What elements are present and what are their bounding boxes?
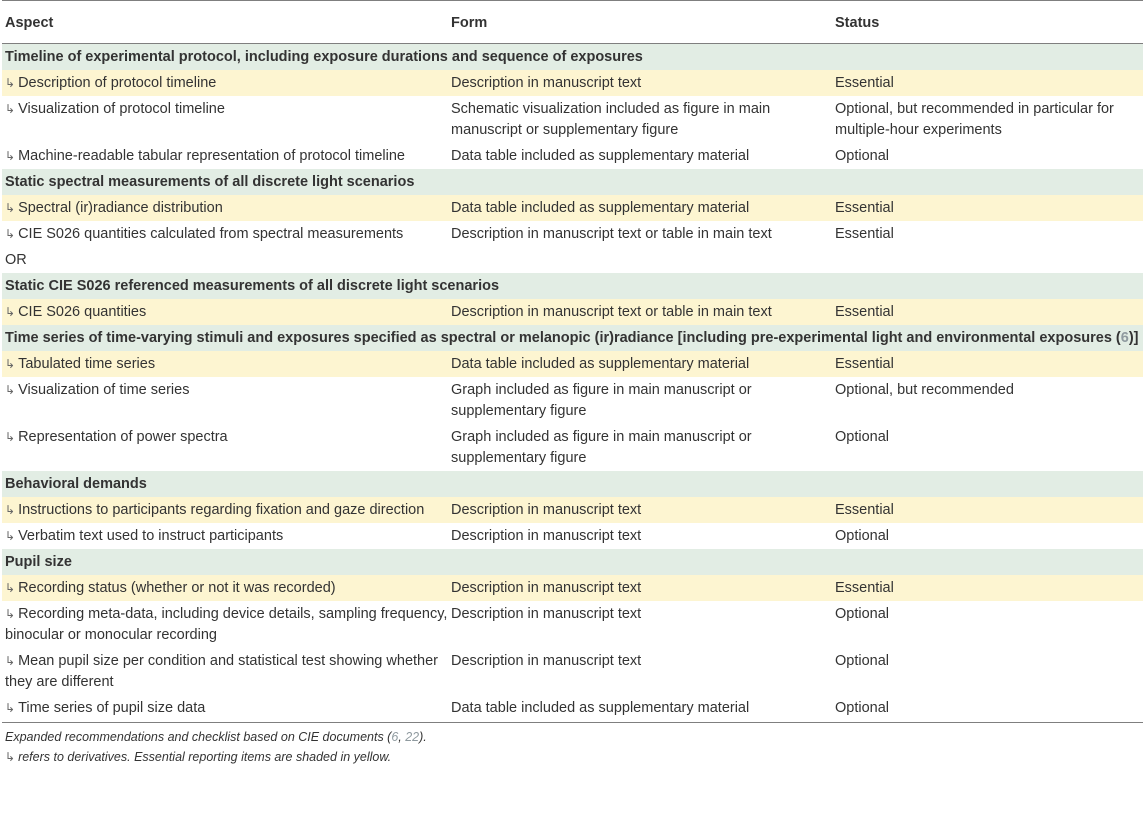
form-cell: Schematic visualization included as figure in main manuscript or supplementary figure	[448, 96, 832, 143]
section-title: Static CIE S026 referenced measurements of all discrete light scenarios	[2, 273, 1143, 299]
table-row	[2, 351, 1143, 377]
form-cell: Graph included as figure in main manuscript or supplementary figure	[448, 377, 832, 424]
derivative-arrow-icon: ↳	[5, 357, 16, 371]
derivative-arrow-icon: ↳	[5, 305, 16, 319]
derivative-arrow-icon: ↳	[5, 201, 16, 215]
form-cell: Data table included as supplementary material	[448, 695, 832, 723]
aspect-cell	[2, 299, 448, 325]
footnote-text: Expanded recommendations and checklist based on CIE documents (	[5, 730, 392, 744]
derivative-arrow-icon: ↳	[5, 383, 16, 397]
aspect-cell	[2, 221, 448, 247]
aspect-cell	[2, 523, 448, 549]
form-cell: Data table included as supplementary material	[448, 143, 832, 169]
derivative-arrow-icon: ↳	[5, 503, 16, 517]
aspect-text: Description of protocol timeline	[18, 75, 217, 91]
aspect-cell	[2, 695, 448, 723]
status-cell: Optional	[832, 424, 1143, 471]
header-form: Form	[448, 1, 832, 44]
aspect-cell	[2, 424, 448, 471]
aspect-text: CIE S026 quantities	[18, 304, 147, 320]
form-cell: Description in manuscript text or table in main text	[448, 299, 832, 325]
section-row	[2, 549, 1143, 575]
aspect-text: Mean pupil size per condition and statistical test showing whether they are different	[5, 653, 438, 690]
derivative-arrow-icon: ↳	[5, 227, 16, 241]
status-cell: Optional	[832, 648, 1143, 695]
aspect-cell	[2, 351, 448, 377]
derivative-arrow-icon: ↳	[5, 149, 16, 163]
status-cell: Optional	[832, 695, 1143, 723]
aspect-cell	[2, 648, 448, 695]
footnote-legend	[5, 747, 1143, 767]
aspect-cell	[2, 575, 448, 601]
aspect-cell	[2, 195, 448, 221]
aspect-cell	[2, 70, 448, 96]
section-row	[2, 273, 1143, 299]
table-row	[2, 424, 1143, 471]
status-cell: Essential	[832, 221, 1143, 247]
form-cell: Description in manuscript text	[448, 601, 832, 648]
status-cell: Optional, but recommended in particular for multiple-hour experiments	[832, 96, 1143, 143]
derivative-arrow-icon: ↳	[5, 750, 16, 764]
section-title: Static spectral measurements of all discrete light scenarios	[2, 169, 1143, 195]
derivative-arrow-icon: ↳	[5, 581, 16, 595]
section-title-text: Time series of time-varying stimuli and exposures specified as spectral or melanopic (ir)radiance [including pre-experimental light and environmental exposures (	[5, 330, 1121, 346]
aspect-cell	[2, 96, 448, 143]
table-row	[2, 70, 1143, 96]
table-footnotes	[2, 727, 1143, 767]
footnote-text-end: ).	[419, 730, 427, 744]
section-row	[2, 471, 1143, 497]
section-row	[2, 169, 1143, 195]
reporting-checklist-table	[2, 0, 1143, 723]
derivative-arrow-icon: ↳	[5, 654, 16, 668]
form-cell: Graph included as figure in main manuscript or supplementary figure	[448, 424, 832, 471]
form-cell: Description in manuscript text	[448, 497, 832, 523]
status-cell: Essential	[832, 70, 1143, 96]
form-cell: Data table included as supplementary material	[448, 351, 832, 377]
aspect-text: Visualization of protocol timeline	[18, 101, 225, 117]
derivative-arrow-icon: ↳	[5, 701, 16, 715]
form-cell: Description in manuscript text	[448, 648, 832, 695]
or-row	[2, 247, 1143, 273]
aspect-cell	[2, 497, 448, 523]
section-title: Pupil size	[2, 549, 1143, 575]
aspect-text: Verbatim text used to instruct participants	[18, 528, 284, 544]
table-row	[2, 523, 1143, 549]
derivative-arrow-icon: ↳	[5, 430, 16, 444]
table-row	[2, 377, 1143, 424]
aspect-text: Representation of power spectra	[18, 429, 228, 445]
table-row	[2, 195, 1143, 221]
aspect-text: Tabulated time series	[18, 356, 156, 372]
status-cell: Essential	[832, 299, 1143, 325]
footnote-sep: ,	[398, 730, 406, 744]
table-row	[2, 497, 1143, 523]
section-title-text-end: )]	[1128, 330, 1139, 346]
status-cell: Optional	[832, 601, 1143, 648]
status-cell: Optional, but recommended	[832, 377, 1143, 424]
footnote-source	[5, 727, 1143, 747]
header-status: Status	[832, 1, 1143, 44]
section-title	[2, 325, 1143, 351]
aspect-cell	[2, 601, 448, 648]
aspect-text: Recording meta-data, including device details, sampling frequency, binocular or monocular recording	[5, 606, 448, 643]
citation-link[interactable]: 6	[391, 730, 399, 744]
form-cell: Description in manuscript text	[448, 523, 832, 549]
table-container	[2, 0, 1143, 767]
aspect-text: CIE S026 quantities calculated from spectral measurements	[18, 226, 404, 242]
status-cell: Essential	[832, 195, 1143, 221]
section-row	[2, 325, 1143, 351]
citation-link[interactable]: 22	[405, 730, 420, 744]
footnote-legend-text: refers to derivatives. Essential reporting items are shaded in yellow.	[18, 750, 392, 764]
table-row	[2, 648, 1143, 695]
table-row	[2, 96, 1143, 143]
status-cell: Optional	[832, 523, 1143, 549]
aspect-text: Machine-readable tabular representation of protocol timeline	[18, 148, 405, 164]
derivative-arrow-icon: ↳	[5, 76, 16, 90]
section-row	[2, 44, 1143, 71]
aspect-text: Instructions to participants regarding fixation and gaze direction	[18, 502, 425, 518]
section-title: Timeline of experimental protocol, including exposure durations and sequence of exposures	[2, 44, 1143, 71]
table-row	[2, 575, 1143, 601]
status-cell: Optional	[832, 143, 1143, 169]
table-row	[2, 143, 1143, 169]
status-cell: Essential	[832, 575, 1143, 601]
table-row	[2, 601, 1143, 648]
aspect-text: Time series of pupil size data	[18, 700, 206, 716]
derivative-arrow-icon: ↳	[5, 529, 16, 543]
aspect-cell	[2, 377, 448, 424]
table-row	[2, 695, 1143, 723]
form-cell: Description in manuscript text or table in main text	[448, 221, 832, 247]
status-cell: Essential	[832, 497, 1143, 523]
form-cell: Description in manuscript text	[448, 70, 832, 96]
aspect-text: Recording status (whether or not it was recorded)	[18, 580, 336, 596]
derivative-arrow-icon: ↳	[5, 607, 16, 621]
status-cell: Essential	[832, 351, 1143, 377]
header-aspect: Aspect	[2, 1, 448, 44]
table-row	[2, 299, 1143, 325]
citation-link[interactable]: 6	[1120, 330, 1129, 346]
form-cell: Data table included as supplementary material	[448, 195, 832, 221]
or-label: OR	[2, 247, 1143, 273]
aspect-text: Spectral (ir)radiance distribution	[18, 200, 223, 216]
aspect-text: Visualization of time series	[18, 382, 190, 398]
form-cell: Description in manuscript text	[448, 575, 832, 601]
table-header-row	[2, 1, 1143, 44]
derivative-arrow-icon: ↳	[5, 102, 16, 116]
table-row	[2, 221, 1143, 247]
section-title: Behavioral demands	[2, 471, 1143, 497]
aspect-cell	[2, 143, 448, 169]
